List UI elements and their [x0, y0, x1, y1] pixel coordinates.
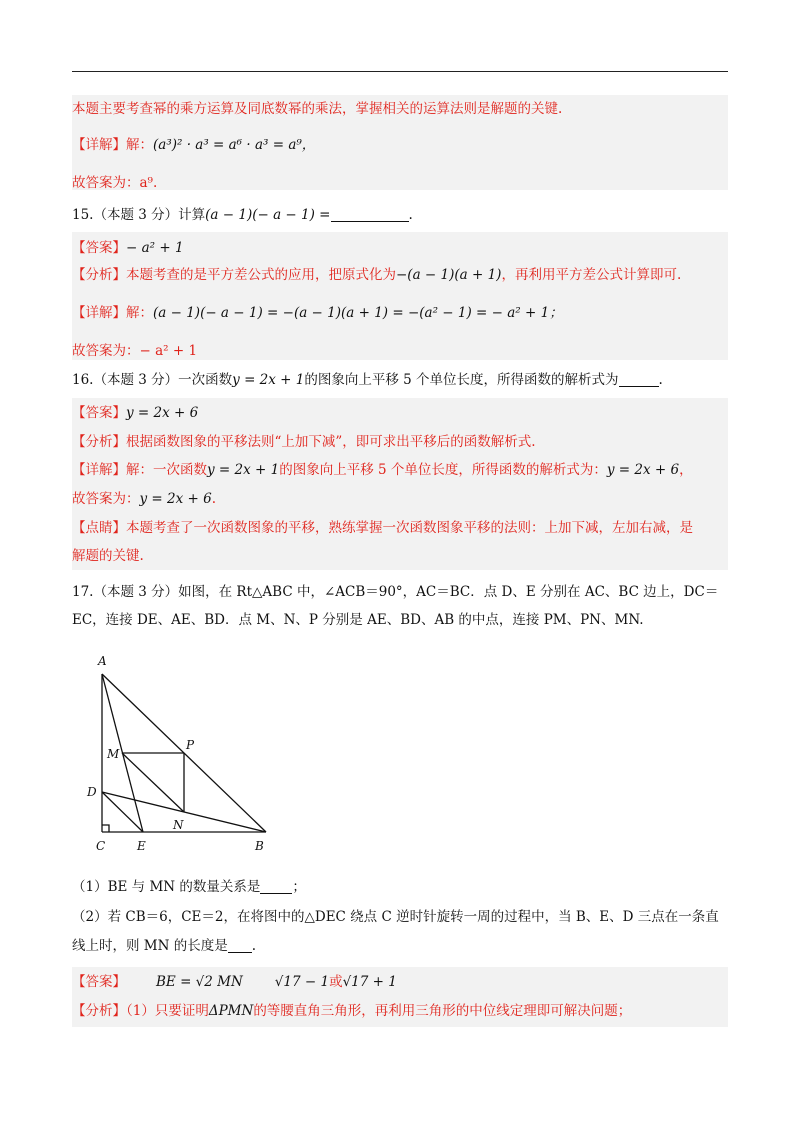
q16-detail: 【详解】解：一次函数y = 2x + 1的图象向上平移 5 个单位长度，所得函数的解析式为：y = 2x + 6， [72, 462, 693, 478]
detail-tag: 【详解】 [72, 137, 126, 153]
answer-blank [260, 879, 292, 894]
q16-comment-line2: 解题的关键. [72, 548, 144, 564]
answer-blank [619, 372, 659, 387]
q14-detail: 【详解】解：(a³)² · a³ = a⁶ · a³ = a⁹， [72, 137, 316, 153]
q16-answer-line: 故答案为：y = 2x + 6. [72, 491, 217, 507]
answer-tag: 【答案】 [72, 240, 126, 256]
label-e: E [137, 839, 146, 853]
q15-answer-line: 故答案为：− a² + 1 [72, 343, 198, 359]
q16-analysis: 【分析】根据函数图象的平移法则“上加下减”，即可求出平移后的函数解析式. [72, 434, 536, 450]
q15-analysis: 【分析】本题考查的是平方差公式的应用，把原式化为−(a − 1)(a + 1)，再利用平方差公式计算即可. [72, 267, 682, 283]
detail-tag: 【详解】 [72, 305, 126, 321]
detail-tag: 【详解】 [72, 462, 126, 478]
math-expr: (a³)² · a³ = a⁶ · a³ = a⁹， [153, 137, 316, 153]
q15-detail: 【详解】解：(a − 1)(− a − 1) = −(a − 1)(a + 1) = −(a² − 1) = − a² + 1； [72, 305, 563, 321]
q17-answer: 【答案】 BE = √2 MN √17 − 1或√17 + 1 [72, 974, 397, 990]
label-c: C [96, 839, 106, 853]
answer-blank [331, 207, 409, 222]
q17-stem-line1: 17.（本题 3 分）如图，在 Rt△ABC 中，∠ACB＝90°，AC＝BC．点 D、E 分别在 AC、BC 边上，DC＝ [72, 584, 719, 600]
q17-sub2-line2: 线上时，则 MN 的长度是 . [72, 938, 257, 954]
intro-text: 本题主要考查幂的乘方运算及同底数幂的乘法，掌握相关的运算法则是解题的关键. [72, 101, 563, 117]
label-d: D [87, 785, 97, 799]
q17-sub2-line1: （2）若 CB＝6，CE＝2，在将图中的△DEC 绕点 C 逆时针旋转一周的过程中，当 B、E、D 三点在一条直 [72, 909, 719, 925]
label-p: P [186, 738, 195, 752]
analysis-tag: 【分析】 [72, 434, 126, 450]
header-rule [72, 71, 728, 72]
q17-sub1: （1）BE 与 MN 的数量关系是 ； [72, 879, 306, 895]
label-a: A [98, 654, 107, 668]
answer-tag: 【答案】 [72, 405, 126, 421]
label-b: B [255, 839, 264, 853]
q17-stem-line2: EC，连接 DE、AE、BD．点 M、N、P 分别是 AE、BD、AB 的中点，连接 PM、PN、MN. [72, 612, 644, 628]
q15-stem: 15.（本题 3 分）计算(a − 1)(− a − 1) = . [72, 207, 413, 223]
q15-answer: 【答案】− a² + 1 [72, 240, 184, 256]
analysis-tag: 【分析】 [72, 1003, 126, 1019]
label-n: N [173, 818, 184, 832]
q16-comment: 【点睛】本题考查了一次函数图象的平移，熟练掌握一次函数图象平移的法则：上加下减，左加右减，是 [72, 520, 693, 536]
answer-blank [228, 938, 252, 953]
analysis-tag: 【分析】 [72, 267, 126, 283]
segment-mn [122, 753, 184, 812]
comment-tag: 【点睛】 [72, 520, 126, 536]
q16-answer: 【答案】y = 2x + 6 [72, 405, 199, 421]
geometry-figure [80, 650, 280, 855]
q16-stem: 16.（本题 3 分）一次函数y = 2x + 1的图象向上平移 5 个单位长度，所得函数的解析式为 . [72, 372, 663, 388]
segment-de [102, 792, 143, 832]
right-angle-mark [102, 825, 109, 832]
label-m: M [107, 747, 120, 761]
q14-answer: 故答案为：a⁹. [72, 175, 158, 191]
q17-analysis: 【分析】（1）只要证明ΔPMN的等腰直角三角形，再利用三角形的中位线定理即可解决问题； [72, 1003, 632, 1019]
answer-tag: 【答案】 [72, 974, 126, 990]
